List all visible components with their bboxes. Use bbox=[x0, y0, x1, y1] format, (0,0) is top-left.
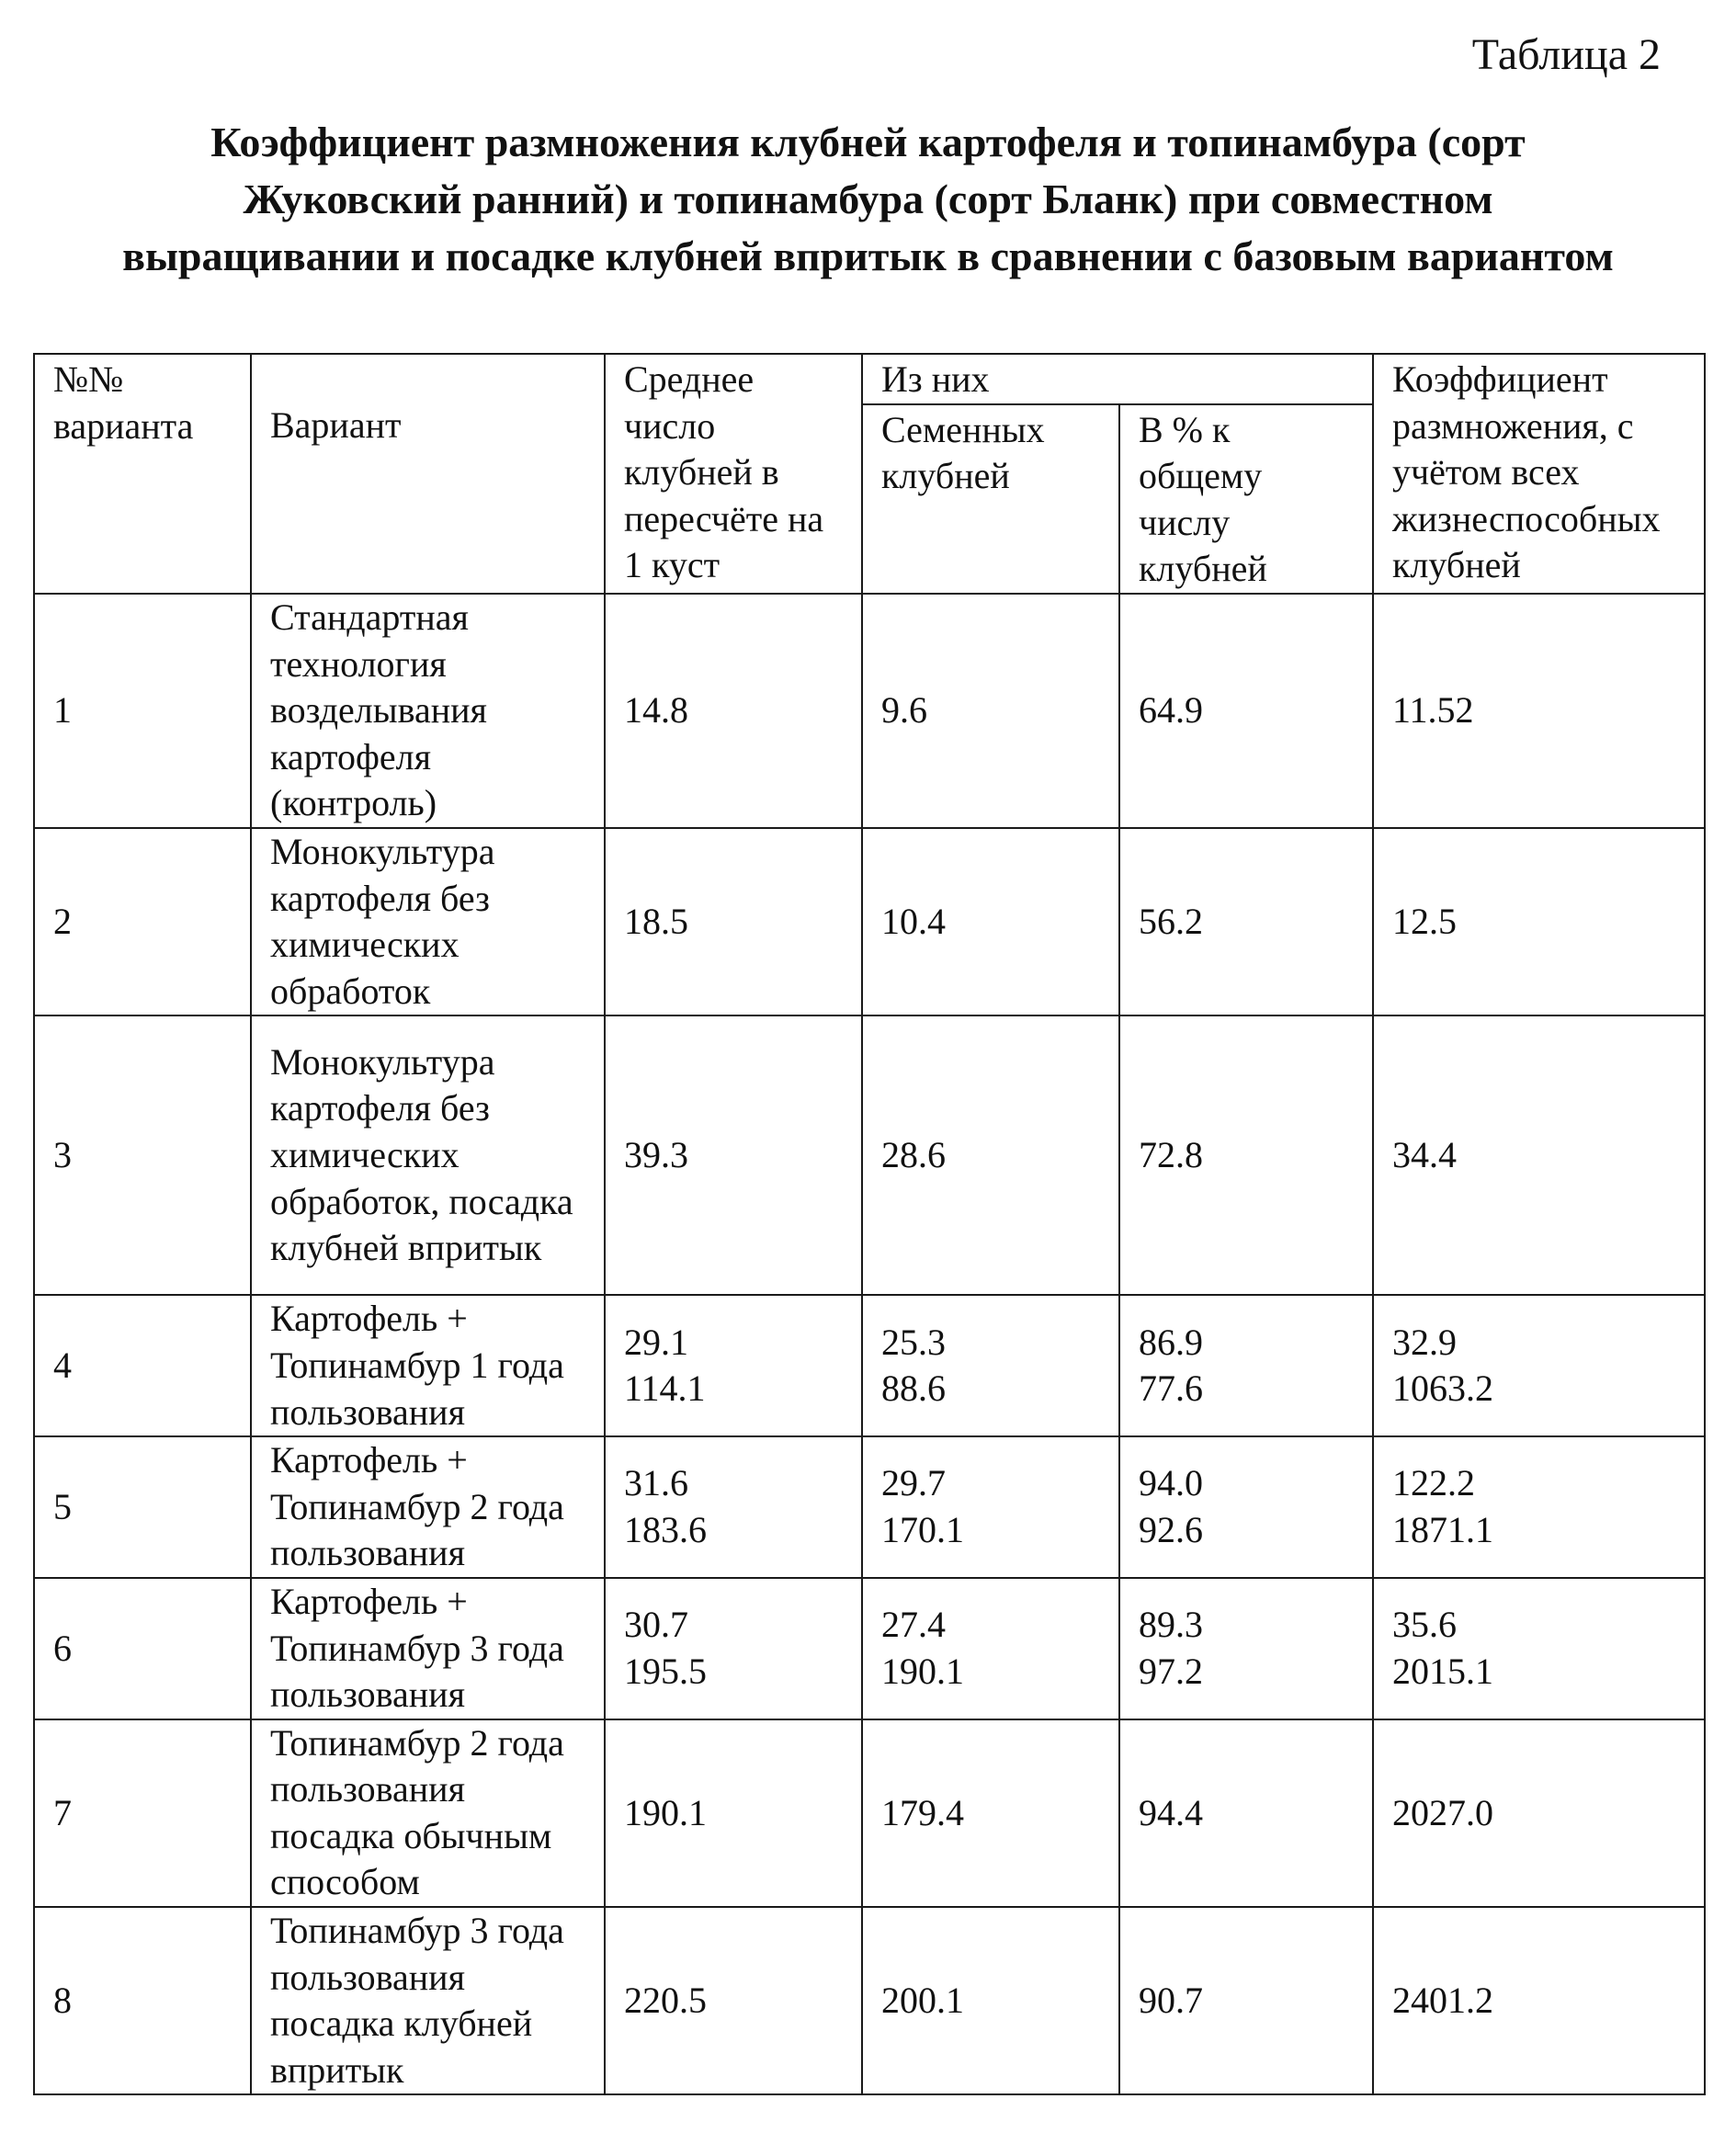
cell-value: 11.52 bbox=[1392, 689, 1474, 732]
cell-avg bbox=[605, 1015, 862, 1295]
header-percent: В % к общему числу клубней bbox=[1119, 404, 1373, 594]
cell-pct bbox=[1119, 594, 1373, 828]
cell-value: 94.4 bbox=[1139, 1791, 1203, 1833]
cell-seed bbox=[862, 1295, 1119, 1436]
cell-variant: Топинамбур 2 года пользования посадка обычным способом bbox=[251, 1719, 605, 1907]
cell-value: 18.5 bbox=[624, 900, 688, 942]
header-coef: Коэффициент размножения, с учётом всех жизнеспособных клубней bbox=[1373, 354, 1705, 594]
cell-value: 28.6 bbox=[881, 1134, 946, 1176]
header-variant: Вариант bbox=[251, 354, 605, 594]
cell-avg bbox=[605, 828, 862, 1015]
cell-variant: Картофель + Топинамбур 2 года пользования bbox=[251, 1436, 605, 1578]
cell-value: 35.6 bbox=[1392, 1604, 1457, 1646]
cell-coef bbox=[1373, 1578, 1705, 1719]
cell-num: 5 bbox=[34, 1436, 251, 1578]
cell-seed bbox=[862, 1719, 1119, 1907]
cell-value: 183.6 bbox=[624, 1509, 707, 1551]
cell-coef bbox=[1373, 1719, 1705, 1907]
cell-value: 170.1 bbox=[881, 1509, 964, 1551]
cell-pct bbox=[1119, 1295, 1373, 1436]
cell-avg bbox=[605, 1295, 862, 1436]
header-seed: Семенных клубней bbox=[862, 404, 1119, 594]
cell-coef bbox=[1373, 1436, 1705, 1578]
cell-avg bbox=[605, 1719, 862, 1907]
cell-value: 89.3 bbox=[1139, 1604, 1203, 1646]
cell-coef bbox=[1373, 594, 1705, 828]
cell-value: 190.1 bbox=[624, 1791, 707, 1833]
cell-pct bbox=[1119, 1719, 1373, 1907]
cell-value: 72.8 bbox=[1139, 1134, 1203, 1176]
cell-value: 220.5 bbox=[624, 1979, 707, 2021]
cell-value: 32.9 bbox=[1392, 1321, 1457, 1363]
table-title bbox=[37, 114, 1699, 285]
cell-value: 2027.0 bbox=[1392, 1791, 1493, 1833]
table-row bbox=[34, 1295, 1705, 1436]
cell-variant: Стандартная технология возделывания картофеля (контроль) bbox=[251, 594, 605, 828]
cell-value: 29.1 bbox=[624, 1321, 688, 1363]
cell-num: 6 bbox=[34, 1578, 251, 1719]
cell-value: 200.1 bbox=[881, 1979, 964, 2021]
cell-avg bbox=[605, 594, 862, 828]
table-row bbox=[34, 1719, 1705, 1907]
cell-seed bbox=[862, 594, 1119, 828]
cell-pct bbox=[1119, 1436, 1373, 1578]
cell-value: 1063.2 bbox=[1392, 1367, 1493, 1410]
cell-num: 4 bbox=[34, 1295, 251, 1436]
cell-value: 29.7 bbox=[881, 1462, 946, 1504]
title-line: Коэффициент размножения клубней картофеля и топинамбура (сорт bbox=[210, 119, 1526, 165]
table-row bbox=[34, 1907, 1705, 2094]
cell-coef bbox=[1373, 1015, 1705, 1295]
cell-num: 1 bbox=[34, 594, 251, 828]
cell-value: 31.6 bbox=[624, 1462, 688, 1504]
title-line: Жуковский ранний) и топинамбура (сорт Бланк) при совместном bbox=[243, 176, 1493, 222]
cell-coef bbox=[1373, 1295, 1705, 1436]
cell-value: 94.0 bbox=[1139, 1462, 1203, 1504]
cell-variant: Монокультура картофеля без химических обработок bbox=[251, 828, 605, 1015]
table-row bbox=[34, 828, 1705, 1015]
cell-seed bbox=[862, 1578, 1119, 1719]
cell-value: 179.4 bbox=[881, 1791, 964, 1833]
cell-pct bbox=[1119, 1907, 1373, 2094]
cell-value: 56.2 bbox=[1139, 900, 1203, 942]
data-table bbox=[33, 353, 1706, 2095]
cell-value: 2015.1 bbox=[1392, 1650, 1493, 1692]
cell-value: 10.4 bbox=[881, 900, 946, 942]
header-avg: Среднее число клубней в пересчёте на 1 куст bbox=[605, 354, 862, 594]
title-line: выращивании и посадке клубней впритык в сравнении с базовым вариантом bbox=[122, 233, 1614, 279]
cell-seed bbox=[862, 828, 1119, 1015]
cell-avg bbox=[605, 1907, 862, 2094]
cell-variant: Картофель + Топинамбур 1 года пользования bbox=[251, 1295, 605, 1436]
cell-value: 27.4 bbox=[881, 1604, 946, 1646]
table-row bbox=[34, 1436, 1705, 1578]
cell-num: 7 bbox=[34, 1719, 251, 1907]
cell-num: 2 bbox=[34, 828, 251, 1015]
cell-value: 90.7 bbox=[1139, 1979, 1203, 2021]
cell-value: 122.2 bbox=[1392, 1462, 1475, 1504]
table-number: Таблица 2 bbox=[1471, 30, 1661, 79]
header-of-them: Из них bbox=[862, 354, 1373, 404]
cell-value: 77.6 bbox=[1139, 1367, 1203, 1410]
cell-value: 12.5 bbox=[1392, 900, 1457, 942]
cell-value: 34.4 bbox=[1392, 1134, 1457, 1176]
cell-seed bbox=[862, 1436, 1119, 1578]
table-row bbox=[34, 1578, 1705, 1719]
cell-pct bbox=[1119, 1578, 1373, 1719]
cell-value: 39.3 bbox=[624, 1134, 688, 1176]
cell-variant: Картофель + Топинамбур 3 года пользования bbox=[251, 1578, 605, 1719]
cell-coef bbox=[1373, 1907, 1705, 2094]
cell-seed bbox=[862, 1907, 1119, 2094]
cell-avg bbox=[605, 1578, 862, 1719]
cell-value: 25.3 bbox=[881, 1321, 946, 1363]
cell-pct bbox=[1119, 828, 1373, 1015]
cell-variant: Топинамбур 3 года пользования посадка клубней впритык bbox=[251, 1907, 605, 2094]
cell-value: 88.6 bbox=[881, 1367, 946, 1410]
cell-value: 190.1 bbox=[881, 1650, 964, 1692]
cell-variant: Монокультура картофеля без химических обработок, посадка клубней впритык bbox=[251, 1015, 605, 1295]
cell-value: 9.6 bbox=[881, 689, 927, 732]
cell-value: 30.7 bbox=[624, 1604, 688, 1646]
cell-value: 1871.1 bbox=[1392, 1509, 1493, 1551]
cell-seed bbox=[862, 1015, 1119, 1295]
cell-value: 195.5 bbox=[624, 1650, 707, 1692]
cell-value: 14.8 bbox=[624, 689, 688, 732]
cell-num: 3 bbox=[34, 1015, 251, 1295]
cell-value: 97.2 bbox=[1139, 1650, 1203, 1692]
cell-pct bbox=[1119, 1015, 1373, 1295]
header-num: №№ варианта bbox=[34, 354, 251, 594]
cell-value: 92.6 bbox=[1139, 1509, 1203, 1551]
cell-avg bbox=[605, 1436, 862, 1578]
table-row bbox=[34, 594, 1705, 828]
cell-value: 86.9 bbox=[1139, 1321, 1203, 1363]
cell-value: 114.1 bbox=[624, 1367, 706, 1410]
cell-value: 2401.2 bbox=[1392, 1979, 1493, 2021]
cell-coef bbox=[1373, 828, 1705, 1015]
cell-num: 8 bbox=[34, 1907, 251, 2094]
table-row bbox=[34, 1015, 1705, 1295]
cell-value: 64.9 bbox=[1139, 689, 1203, 732]
